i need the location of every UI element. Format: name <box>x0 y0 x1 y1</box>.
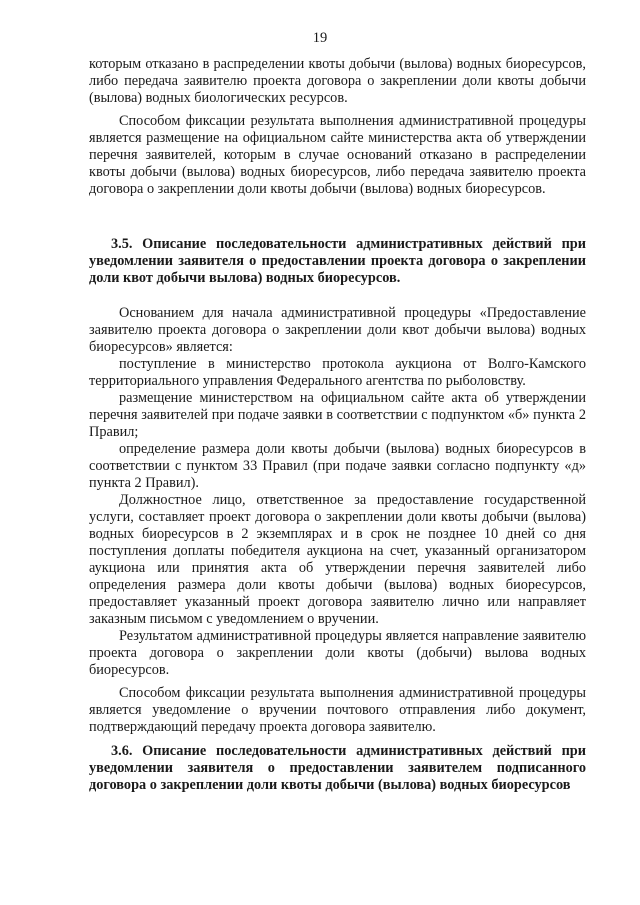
text-block-top <box>89 56 586 198</box>
paragraph-quota-size: определение размера доли квоты добычи (вылова) водных биоресурсов в соответствии с пунктом 33 Правил (при подаче заявки согласно подпункту «д» пункта 2 Правил). <box>89 441 586 491</box>
paragraph-fixation-method-2: Способом фиксации результата выполнения административной процедуры является уведомление о вручении почтового отправления либо документ, подтверждающий передачу проекта договора заявителю. <box>89 685 586 735</box>
paragraph-fixation-method: Способом фиксации результата выполнения административной процедуры является размещение на официальном сайте министерства акта об утверждении перечня заявителей, которым в случае оснований отказано в распределении квоты добычи (вылова) водных биоресурсов, либо передача заявителю проекта договора о закреплении доли квоты добычи (вылова) водных биоресурсов. <box>89 113 586 197</box>
section-3-6-heading: 3.6. Описание последовательности административных действий при уведомлении заявителя о предоставлении заявителем подписанного договора о закреплении доли квоты добычи (вылова) водных биоресурсов <box>89 743 586 793</box>
paragraph-publication: размещение министерством на официальном сайте акта об утверждении перечня заявителей при подаче заявки в соответствии с подпунктом «б» пункта 2 Правил; <box>89 390 586 440</box>
paragraph-continuation: которым отказано в распределении квоты добычи (вылова) водных биоресурсов, либо передача заявителю проекта договора о закреплении доли квоты добычи (вылова) водных биологических ресурсов. <box>89 56 586 106</box>
paragraph-official: Должностное лицо, ответственное за предоставление государственной услуги, составляет проект договора о закреплении доли квоты добычи (вылова) водных биоресурсов в 2 экземплярах и в срок не позднее 10 дней со дня поступления доплаты победителя аукциона на счет, указанный организатором аукциона или принятия акта об утверждении перечня заявителей либо определения размера доли квоты добычи (вылова) водных биоресурсов, предоставляет указанный проект договора заявителю лично или направляет заказным письмом с уведомлением о вручении. <box>89 492 586 627</box>
page-number: 19 <box>312 30 328 46</box>
section-3-5 <box>89 236 586 287</box>
section-3-6 <box>89 743 586 794</box>
paragraph-protocol: поступление в министерство протокола аукциона от Волго-Камского территориального управления Федерального агентства по рыболовству. <box>89 356 586 389</box>
paragraph-basis: Основанием для начала административной процедуры «Предоставление заявителю проекта договора о закреплении доли квот добычи вылова) водных биоресурсов» является: <box>89 305 586 355</box>
paragraph-result: Результатом административной процедуры является направление заявителю проекта договора о закреплении доли квоты (добычи) вылова водных биоресурсов. <box>89 628 586 678</box>
section-3-5-heading: 3.5. Описание последовательности административных действий при уведомлении заявителя о предоставлении проекта договора о закреплении доли квот добычи вылова) водных биоресурсов. <box>89 236 586 286</box>
section-3-5-body <box>89 305 586 736</box>
